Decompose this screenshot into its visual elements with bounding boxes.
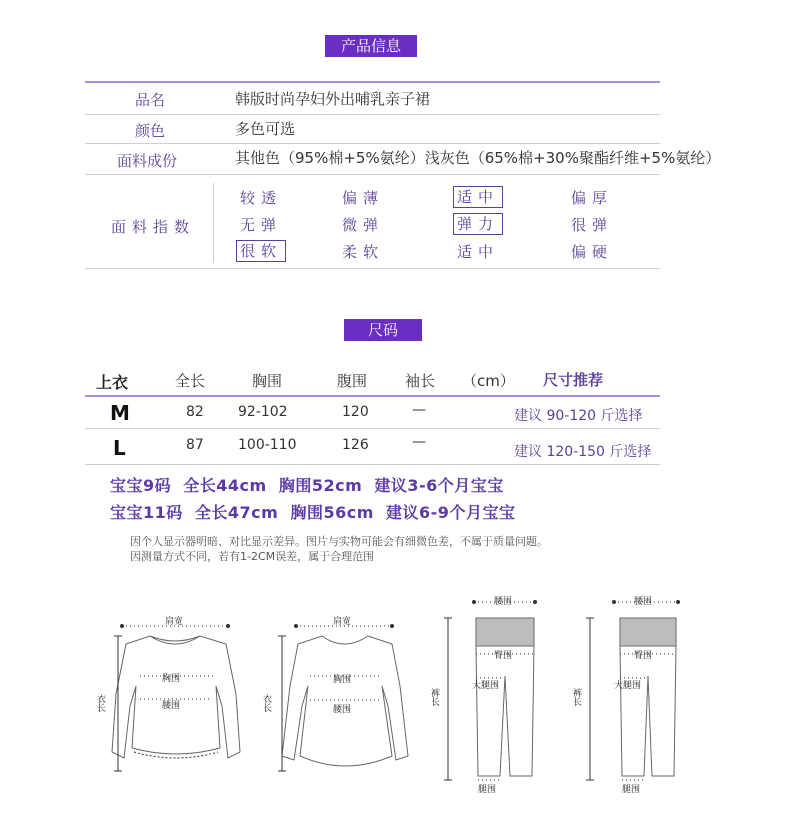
size-row-rule-2 — [85, 464, 660, 465]
size-header-recommend: 尺寸推荐 — [543, 371, 604, 389]
size-header-bust: 胸围 — [252, 372, 283, 390]
info-value-fabric: 其他色（95%棉+5%氨纶）浅灰色（65%棉+30%聚酯纤维+5%氨纶） — [235, 149, 721, 167]
fabric-opt-stretch: 弹力 — [453, 213, 503, 235]
info-top-rule — [85, 81, 660, 83]
top-diagram-1 — [112, 625, 240, 772]
fabric-opt-very-soft: 很软 — [236, 240, 286, 262]
size-header-unit: （cm） — [462, 372, 515, 390]
size-l-recommend: 建议 120-150 斤选择 — [514, 444, 652, 460]
size-header-sleeve: 袖长 — [405, 372, 436, 390]
label-waist-pants-1: 腰围 — [494, 597, 513, 607]
fabric-opt-no-stretch: 无弹 — [240, 216, 283, 234]
size-header-length: 全长 — [175, 372, 206, 390]
fabric-opt-thick: 偏厚 — [571, 189, 614, 207]
label-thigh-1: 大腿围 — [472, 681, 500, 691]
info-label-fabric: 面料成份 — [116, 152, 177, 170]
size-label-l: L — [113, 436, 126, 460]
label-hip-1: 臀围 — [494, 651, 513, 661]
size-label-m: M — [110, 401, 130, 425]
size-header-rule — [85, 395, 660, 397]
size-m-recommend: 建议 90-120 斤选择 — [514, 408, 643, 424]
label-bust-2: 胸围 — [333, 675, 352, 685]
size-m-sleeve: — — [412, 402, 426, 418]
label-thigh-2: 大腿围 — [614, 681, 642, 691]
label-waist-2: 腰围 — [333, 705, 352, 715]
label-hip-2: 臀围 — [634, 651, 653, 661]
fabric-opt-medium-thickness: 适中 — [453, 186, 503, 208]
label-length-top-2: 衣长 — [261, 694, 271, 712]
fabric-opt-hard: 偏硬 — [571, 243, 614, 261]
info-value-name: 韩版时尚孕妇外出哺乳亲子裙 — [235, 90, 431, 108]
size-header-category: 上衣 — [96, 373, 129, 392]
size-l-length: 87 — [186, 437, 204, 453]
label-bust-1: 胸围 — [162, 674, 181, 684]
fabric-opt-soft: 柔软 — [342, 243, 385, 261]
size-chart-title: 尺码 — [344, 319, 422, 341]
size-m-belly: 120 — [342, 404, 369, 420]
label-waist-pants-2: 腰围 — [634, 597, 653, 607]
measurement-diagrams — [0, 566, 790, 816]
baby-size-9: 宝宝9码 全长44cm 胸围52cm 建议3-6个月宝宝 — [110, 476, 504, 495]
label-shoulder-2: 肩宽 — [333, 617, 352, 627]
note-color-diff: 因个人显示器明暗、对比显示差异。图片与实物可能会有细微色差，不属于质量问题。 — [130, 535, 548, 548]
label-waist-1: 腰围 — [162, 701, 181, 711]
fabric-opt-very-stretch: 很弹 — [571, 216, 614, 234]
fabric-opt-medium-softness: 适中 — [457, 243, 500, 261]
fabric-opt-transparent: 较透 — [240, 189, 283, 207]
product-info-title: 产品信息 — [325, 35, 417, 57]
info-label-color: 颜色 — [134, 122, 165, 140]
size-l-belly: 126 — [342, 437, 369, 453]
size-m-length: 82 — [186, 404, 204, 420]
label-leg-1: 腿围 — [478, 785, 497, 795]
info-label-name: 品名 — [134, 91, 165, 109]
baby-size-11: 宝宝11码 全长47cm 胸围56cm 建议6-9个月宝宝 — [110, 503, 516, 522]
label-length-pants-2: 裤长 — [571, 688, 581, 706]
size-l-sleeve: — — [412, 434, 426, 450]
fabric-index-separator — [213, 183, 214, 263]
fabric-index-label: 面料指数 — [111, 218, 196, 236]
size-m-bust: 92-102 — [238, 404, 288, 420]
size-header-belly: 腹围 — [337, 372, 368, 390]
fabric-opt-slight-stretch: 微弹 — [342, 216, 385, 234]
info-value-color: 多色可选 — [235, 120, 296, 138]
info-rule-4 — [85, 268, 660, 269]
top-diagram-2 — [278, 625, 408, 772]
size-l-bust: 100-110 — [238, 437, 297, 453]
info-rule-2 — [85, 143, 660, 144]
info-rule-1 — [85, 114, 660, 115]
label-length-pants-1: 裤长 — [429, 688, 439, 706]
info-rule-3 — [85, 174, 660, 175]
label-leg-2: 腿围 — [622, 785, 641, 795]
note-measure-diff: 因测量方式不同，若有1-2CM误差，属于合理范围 — [130, 550, 375, 563]
size-row-rule-1 — [85, 428, 660, 429]
fabric-opt-thin: 偏薄 — [342, 189, 385, 207]
label-length-top-1: 衣长 — [95, 694, 105, 712]
label-shoulder-1: 肩宽 — [165, 617, 184, 627]
